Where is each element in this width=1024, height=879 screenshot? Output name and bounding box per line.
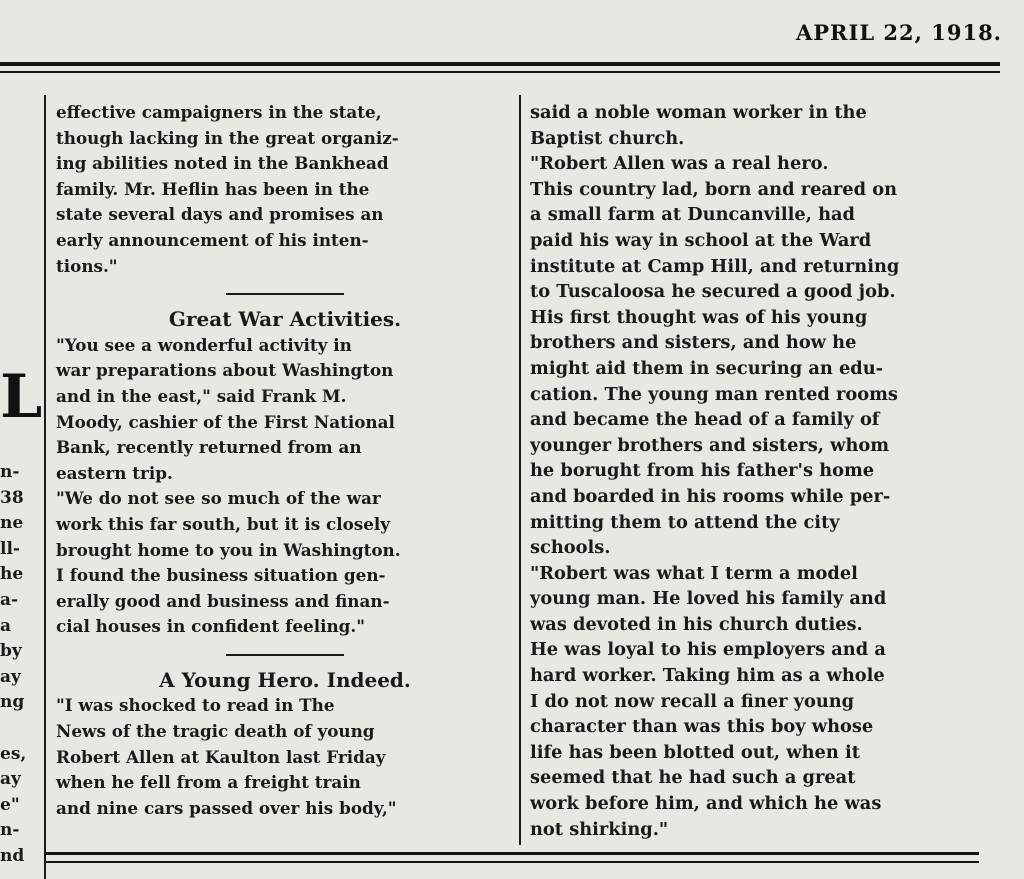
article-line: and nine cars passed over his body," xyxy=(56,797,397,818)
article-line: cation. The young man rented rooms xyxy=(530,383,898,405)
article-line: young man. He loved his family and xyxy=(530,588,887,610)
fragment-line: he xyxy=(0,564,24,585)
article-line: said a noble woman worker in the xyxy=(530,102,867,123)
article-line: and in the east," said Frank M. xyxy=(56,385,347,406)
article-line: to Tuscaloosa he secured a good job. xyxy=(530,281,896,303)
top-rule-thick xyxy=(0,62,1000,66)
section-heading: Great War Activities. xyxy=(168,307,402,332)
dateline: APRIL 22, 1918. xyxy=(795,20,1002,45)
article-line: when he fell from a freight train xyxy=(56,772,361,793)
fragment-line: n- xyxy=(0,462,20,482)
article-line: life has been blotted out, when it xyxy=(530,741,860,763)
article-line: Baptist church. xyxy=(530,127,685,149)
article-line: ing abilities noted in the Bankhead xyxy=(56,153,389,174)
article-line: He was loyal to his employers and a xyxy=(530,639,886,661)
fragment-line xyxy=(0,716,26,742)
article-line: News of the tragic death of young xyxy=(56,721,375,742)
top-rule-thin xyxy=(0,71,1000,73)
article-line: schools. xyxy=(530,537,611,559)
article-line: early announcement of his inten- xyxy=(56,229,369,250)
article-line: "Robert Allen was a real hero. xyxy=(530,153,829,175)
middle-column xyxy=(56,100,514,821)
article-line: he borught from his father's home xyxy=(530,460,875,482)
article-line: erally good and business and finan- xyxy=(56,590,390,611)
article-line: younger brothers and sisters, whom xyxy=(530,434,890,456)
fragment-line: 38 xyxy=(0,487,24,508)
article-line: character than was this boy whose xyxy=(530,716,874,738)
article-line: mitting them to attend the city xyxy=(530,511,840,533)
article-line: paid his way in school at the Ward xyxy=(530,229,872,251)
fragment-line: ay xyxy=(0,666,21,687)
article-line: family. Mr. Heflin has been in the xyxy=(56,178,370,199)
column-divider-left xyxy=(44,95,46,879)
article-line: was devoted in his church duties. xyxy=(530,613,863,635)
fragment-line: e" xyxy=(0,794,20,815)
fragment-line: n- xyxy=(0,820,20,841)
fragment-line: by xyxy=(0,641,22,662)
bottom-rule-thick xyxy=(44,852,979,855)
fragment-line: ne xyxy=(0,513,24,534)
article-line: hard worker. Taking him as a whole xyxy=(530,665,885,687)
article-line: though lacking in the great organiz- xyxy=(56,127,399,148)
article-line: Moody, cashier of the First National xyxy=(56,411,395,432)
fragment-line: a- xyxy=(0,589,19,610)
article-line: Bank, recently returned from an xyxy=(56,437,362,458)
fragment-line: ng xyxy=(0,692,25,713)
bottom-rule-thin xyxy=(44,861,979,863)
fragment-line: nd xyxy=(0,845,25,866)
right-column xyxy=(530,100,995,842)
section-heading: A Young Hero. Indeed. xyxy=(159,667,411,692)
fragment-line: a xyxy=(0,615,12,636)
article-line: work before him, and which he was xyxy=(530,793,882,815)
article-line: a small farm at Duncanville, had xyxy=(530,204,855,226)
article-line: Robert Allen at Kaulton last Friday xyxy=(56,746,386,767)
column-divider-right xyxy=(519,95,521,845)
article-line: work this far south, but it is closely xyxy=(56,513,391,534)
article-line: not shirking." xyxy=(530,818,669,840)
article-line: eastern trip. xyxy=(56,462,173,483)
article-line: institute at Camp Hill, and returning xyxy=(530,255,900,277)
article-line: state several days and promises an xyxy=(56,204,384,225)
article-line: brothers and sisters, and how he xyxy=(530,332,857,354)
article-line: I found the business situation gen- xyxy=(56,565,386,586)
fragment-line: es, xyxy=(0,743,27,764)
article-line: "Robert was what I term a model xyxy=(530,562,858,584)
left-column-fragment xyxy=(0,460,26,870)
article-line: seemed that he had such a great xyxy=(530,767,856,789)
article-line: This country lad, born and reared on xyxy=(530,178,897,200)
article-line: and boarded in his rooms while per- xyxy=(530,485,891,507)
article-line: I do not now recall a finer young xyxy=(530,690,855,712)
article-line: cial houses in confident feeling." xyxy=(56,616,365,637)
article-line: tions." xyxy=(56,255,118,276)
left-column-big-letter: L xyxy=(0,362,43,432)
fragment-line: ll- xyxy=(0,538,20,559)
article-line: brought home to you in Washington. xyxy=(56,539,401,560)
fragment-line: ay xyxy=(0,769,21,790)
article-line: "You see a wonderful activity in xyxy=(56,334,352,355)
article-line: "I was shocked to read in The xyxy=(56,695,335,716)
article-line: "We do not see so much of the war xyxy=(56,488,381,509)
article-line: effective campaigners in the state, xyxy=(56,102,382,122)
article-line: and became the head of a family of xyxy=(530,409,880,431)
article-line: war preparations about Washington xyxy=(56,360,394,381)
article-line: might aid them in securing an edu- xyxy=(530,357,884,379)
article-line: His first thought was of his young xyxy=(530,306,868,328)
